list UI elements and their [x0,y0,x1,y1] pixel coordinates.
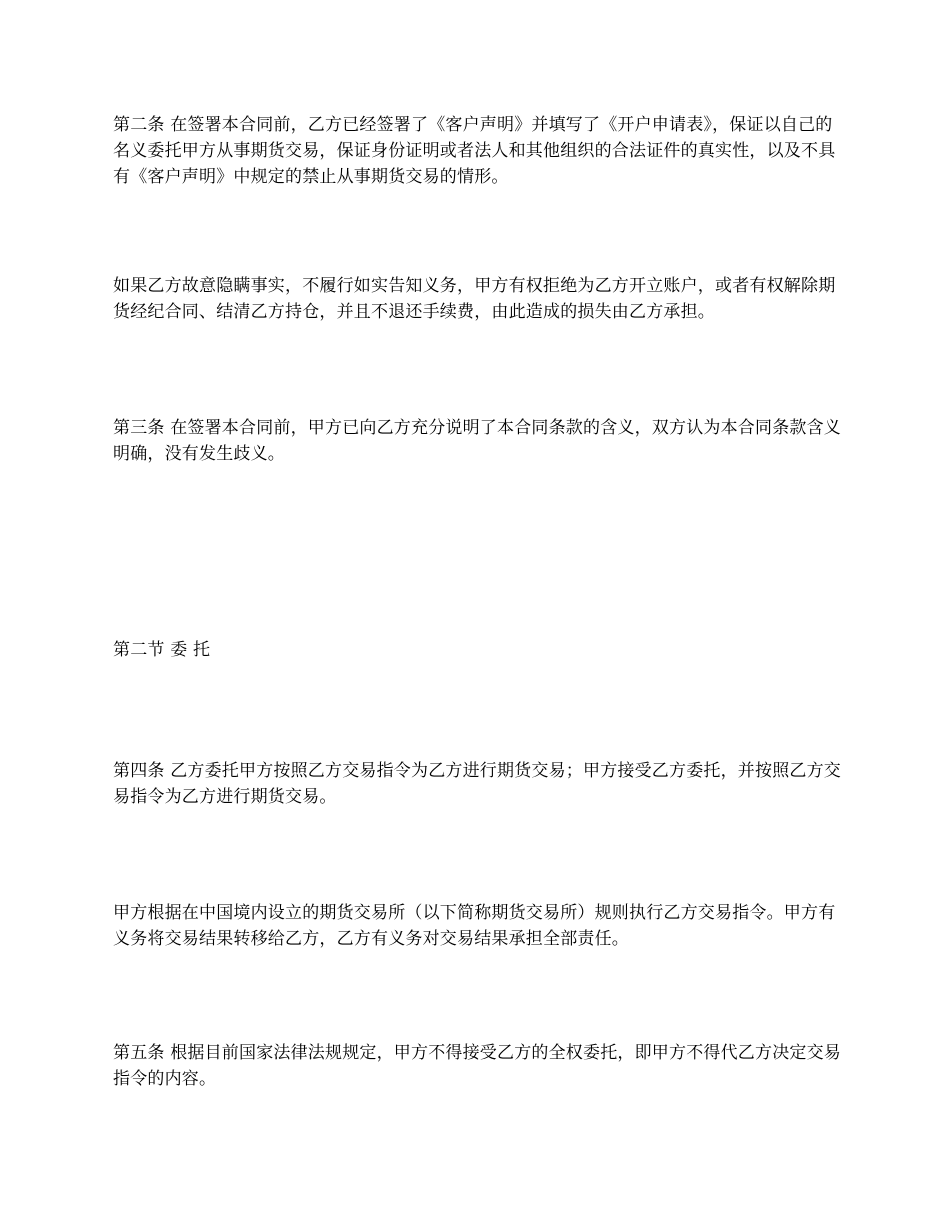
article-5-paragraph: 第五条 根据目前国家法律法规规定，甲方不得接受乙方的全权委托，即甲方不得代乙方决定交易指令的内容。 [113,1043,842,1089]
concealment-consequence-paragraph: 如果乙方故意隐瞒事实，不履行如实告知义务，甲方有权拒绝为乙方开立账户，或者有权解除期货经纪合同、结清乙方持仓，并且不退还手续费，由此造成的损失由乙方承担。 [113,276,836,322]
article-2-paragraph: 第二条 在签署本合同前，乙方已经签署了《客户声明》并填写了《开户申请表》，保证以自己的名义委托甲方从事期货交易，保证身份证明或者法人和其他组织的合法证件的真实性，以及不具有《客户声明》中规定的禁止从事期货交易的情形。 [113,115,836,187]
section-2-heading: 第二节 委 托 [113,640,211,660]
article-3-paragraph: 第三条 在签署本合同前，甲方已向乙方充分说明了本合同条款的含义，双方认为本合同条款含义明确，没有发生歧义。 [113,418,842,464]
exchange-rules-paragraph: 甲方根据在中国境内设立的期货交易所（以下简称期货交易所）规则执行乙方交易指令。甲方有义务将交易结果转移给乙方，乙方有义务对交易结果承担全部责任。 [113,903,836,949]
article-4-paragraph: 第四条 乙方委托甲方按照乙方交易指令为乙方进行期货交易；甲方接受乙方委托，并按照乙方交易指令为乙方进行期货交易。 [113,761,842,807]
